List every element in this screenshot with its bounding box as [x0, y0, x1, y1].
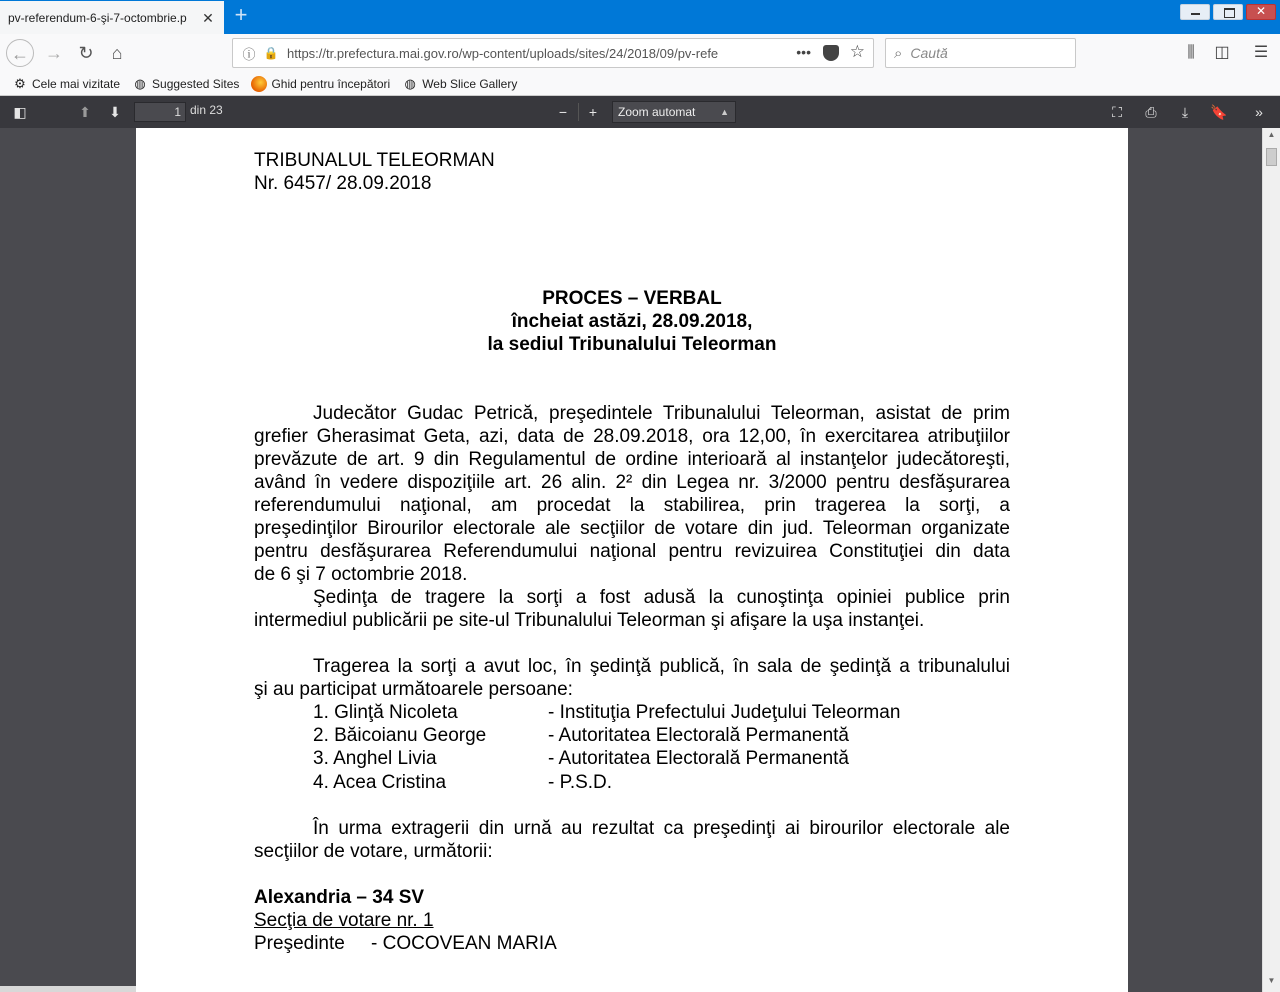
bookmark-most-visited[interactable]	[12, 76, 120, 92]
zoom-select[interactable]	[612, 101, 736, 123]
document-title: PROCES – VERBAL	[542, 288, 722, 309]
url-text[interactable]: https://tr.prefectura.mai.gov.ro/wp-content/uploads/sites/24/2018/09/pv-refe	[287, 45, 719, 61]
sidebar-toggle-icon[interactable]: ◧	[13, 104, 27, 120]
paragraph-line: prevăzute de art. 9 din Regulamentul de ordine interioară al instanţelor judecătoreşti,	[254, 449, 1010, 470]
tools-chevron-icon[interactable]: »	[1255, 104, 1263, 120]
previous-page-icon[interactable]: ⬆	[79, 104, 91, 120]
scroll-down-icon[interactable]: ▼	[1267, 976, 1276, 985]
download-icon[interactable]: ⤓	[1181, 104, 1189, 120]
firefox-icon	[251, 76, 267, 92]
zoom-select-value: Zoom automat	[618, 105, 696, 119]
next-page-icon[interactable]: ⬇	[109, 104, 121, 120]
participant-name: 3. Anghel Livia	[313, 748, 437, 769]
scrollbar-thumb[interactable]	[1266, 148, 1277, 166]
url-bar[interactable]	[232, 38, 874, 68]
info-icon[interactable]: ⓘ	[242, 46, 256, 62]
presentation-mode-icon[interactable]: ⛶	[1112, 104, 1122, 120]
home-icon[interactable]: ⌂	[111, 43, 123, 63]
paragraph-line: Judecător Gudac Petrică, preşedintele Tribunalului Teleorman, asistat de prim	[313, 403, 1010, 424]
chevron-updown-icon: ▲	[720, 107, 729, 117]
participant-row	[254, 724, 1010, 747]
participant-row	[254, 771, 1010, 794]
zoom-in-icon[interactable]: +	[588, 104, 598, 120]
paragraph-line: secţiilor de votare, următorii:	[254, 841, 493, 862]
forward-arrow-icon[interactable]: →	[45, 43, 63, 63]
bookmark-icon[interactable]: 🔖	[1210, 104, 1228, 120]
court-name: TRIBUNALUL TELEORMAN	[254, 150, 495, 171]
president-row	[254, 932, 1010, 955]
reload-icon[interactable]: ↻	[78, 43, 94, 63]
new-tab-button[interactable]: +	[234, 2, 248, 27]
bookmark-label: Suggested Sites	[152, 76, 240, 91]
bookmark-star-icon[interactable]: ☆	[849, 42, 865, 61]
participant-row	[254, 701, 1010, 724]
bookmark-label: Ghid pentru începători	[271, 76, 391, 91]
tab-title: pv-referendum-6-şi-7-octombrie.p	[8, 10, 187, 25]
zoom-out-icon[interactable]: −	[558, 104, 568, 120]
bookmark-label: Web Slice Gallery	[422, 76, 518, 91]
paragraph-line: Tragerea la sorţi a avut loc, în şedinţă publică, în sala de şedinţă a tribunalului	[313, 656, 1010, 677]
bookmark-suggested-sites[interactable]	[132, 76, 239, 92]
paragraph-line: referendumului naţional, am procedat la stabilirea, prin tragerea la sorţi, a	[254, 495, 1010, 516]
paragraph-line: În urma extragerii din urnă au rezultat ca preşedinţi ai birourilor electorale ale	[313, 818, 1010, 839]
paragraph-line: grefier Gherasimat Geta, azi, data de 28.09.2018, ora 12,00, în exercitarea atribuţiilor	[254, 426, 1010, 447]
paragraph-line: şi au participat următoarele persoane:	[254, 679, 573, 700]
window-minimize-button[interactable]	[1180, 4, 1210, 20]
bookmarks-bar	[0, 72, 1280, 96]
page-number-input[interactable]: 1	[134, 102, 186, 122]
document-number: Nr. 6457/ 28.09.2018	[254, 173, 432, 194]
bookmark-label: Cele mai vizitate	[32, 76, 121, 91]
tab-strip	[0, 0, 1280, 34]
participant-row	[254, 747, 1010, 770]
paragraph-line: de 6 şi 7 octombrie 2018.	[254, 564, 468, 585]
participant-name: 2. Băicoianu George	[313, 725, 487, 746]
menu-icon[interactable]: ☰	[1253, 44, 1269, 61]
bookmark-getting-started[interactable]	[251, 76, 390, 92]
section-heading: Secţia de votare nr. 1	[254, 910, 434, 931]
window-close-button[interactable]	[1246, 4, 1276, 20]
document-subtitle: încheiat astăzi, 28.09.2018,	[511, 311, 753, 332]
bookmark-web-slice-gallery[interactable]	[402, 76, 517, 92]
president-label: Preşedinte	[254, 933, 345, 954]
participant-organization: - P.S.D.	[548, 772, 613, 793]
participant-organization: - Instituţia Prefectului Judeţului Teleorman	[548, 702, 901, 723]
pdf-toolbar	[0, 96, 1280, 128]
participant-name: 1. Glinţă Nicoleta	[313, 702, 458, 723]
print-icon[interactable]: ⎙	[1145, 104, 1157, 120]
scroll-up-icon[interactable]: ▲	[1267, 130, 1276, 139]
search-icon: ⌕	[894, 44, 903, 62]
back-arrow-icon[interactable]: ←	[6, 39, 34, 67]
toolbar-divider	[578, 103, 579, 121]
document-location: la sediul Tribunalului Teleorman	[487, 334, 777, 355]
search-input[interactable]: Caută	[910, 45, 948, 61]
participant-organization: - Autoritatea Electorală Permanentă	[548, 748, 850, 769]
pdf-page	[136, 128, 1128, 992]
president-name: - COCOVEAN MARIA	[371, 933, 557, 954]
globe-icon: ◍	[134, 75, 146, 91]
taskbar-edge	[0, 986, 136, 992]
locality-heading: Alexandria – 34 SV	[254, 887, 425, 908]
lock-icon[interactable]: 🔒	[263, 46, 279, 60]
tab-close-icon[interactable]: ✕	[202, 10, 214, 26]
participant-organization: - Autoritatea Electorală Permanentă	[548, 725, 850, 746]
page-count: din 23	[190, 103, 223, 117]
paragraph-line: având în vedere dispoziţiile art. 26 alin. 2² din Legea nr. 3/2000 pentru desfăşurarea	[254, 472, 1010, 493]
page-actions-icon[interactable]: •••	[796, 44, 811, 60]
window-maximize-button[interactable]	[1213, 4, 1243, 20]
gear-icon: ⚙	[14, 75, 26, 91]
tab-pdf[interactable]	[0, 1, 224, 34]
navigation-bar	[0, 34, 1280, 72]
participant-name: 4. Acea Cristina	[313, 772, 447, 793]
pocket-icon[interactable]	[823, 45, 839, 61]
pdf-viewer[interactable]	[0, 128, 1262, 992]
paragraph-line: intermediul publicării pe site-ul Tribunalului Teleorman şi afişare la uşa instanţei.	[254, 610, 925, 631]
paragraph-line: preşedinţilor Birourilor electorale ale secţiilor de votare din jud. Teleorman organizate	[254, 518, 1010, 539]
vertical-scrollbar[interactable]	[1262, 128, 1280, 992]
sidebar-toggle-icon[interactable]: ◫	[1214, 44, 1230, 61]
paragraph-line: pentru desfăşurarea Referendumului naţional pentru revizuirea Constituţiei din data	[254, 541, 1010, 562]
search-bar[interactable]	[885, 38, 1076, 68]
library-icon[interactable]: ⫼	[1187, 44, 1195, 61]
globe-icon: ◍	[404, 75, 416, 91]
paragraph-line: Şedinţa de tragere la sorţi a fost adusă la cunoştinţa opiniei publice prin	[313, 587, 1010, 608]
